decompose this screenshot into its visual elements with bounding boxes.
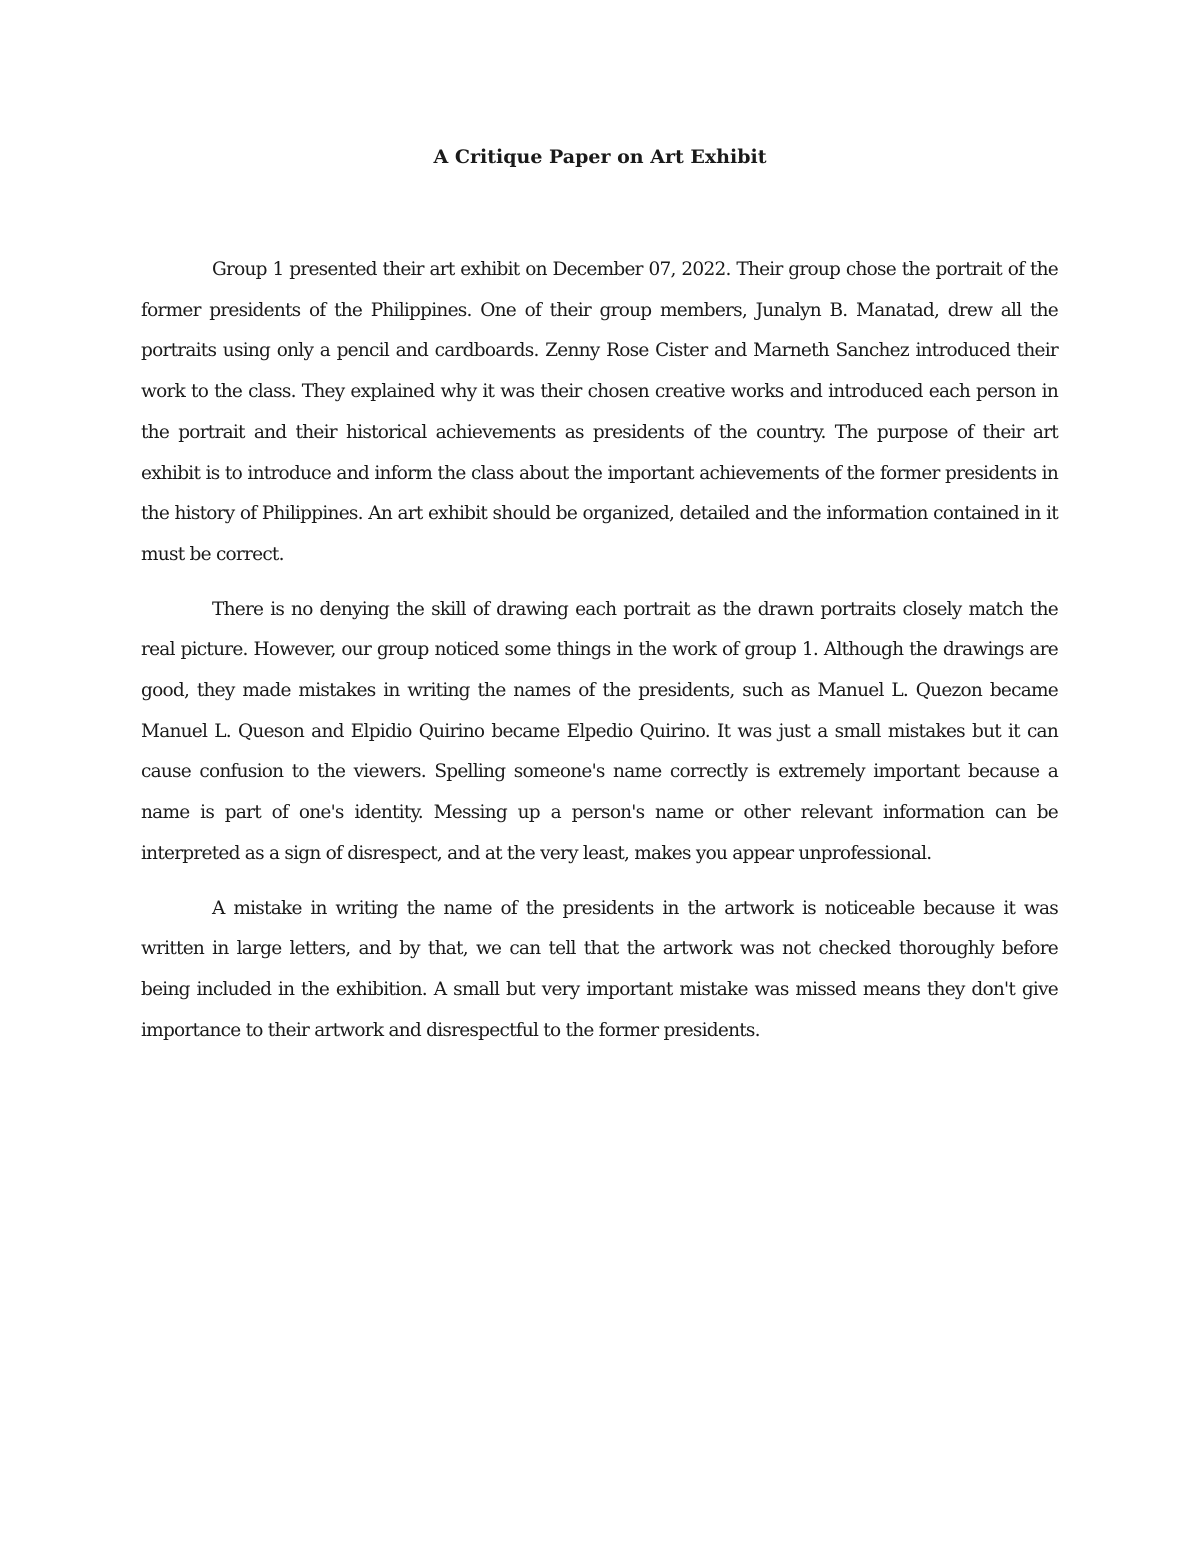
document-title: A Critique Paper on Art Exhibit xyxy=(433,146,767,168)
paragraph-2: There is no denying the skill of drawing each portrait as the drawn portraits closely match the real picture. However, our group noticed some things in the work of group 1. Although the drawings are good, they made mistakes in writing the names of the presidents, such as Manuel L. Quezon became Manuel L. Queson and Elpidio Quirino became Elpedio Quirino. It was just a small mistakes but it can cause confusion to the viewers. Spelling someone's name correctly is extremely important because a name is part of one's identity. Messing up a person's name or other relevant information can be interpreted as a sign of disrespect, and at the very least, makes you appear unprofessional. xyxy=(141,598,1058,864)
paragraph-1: Group 1 presented their art exhibit on December 07, 2022. Their group chose the portrait of the former presidents of the Philippines. One of their group members, Junalyn B. Manatad, drew all the portraits using only a pencil and cardboards. Zenny Rose Cister and Marneth Sanchez introduced their work to the class. They explained why it was their chosen creative works and introduced each person in the portrait and their historical achievements as presidents of the country. The purpose of their art exhibit is to introduce and inform the class about the important achievements of the former presidents in the history of Philippines. An art exhibit should be organized, detailed and the information contained in it must be correct. xyxy=(141,259,1058,565)
document-body xyxy=(141,250,1058,1065)
paragraph-3: A mistake in writing the name of the presidents in the artwork is noticeable because it was written in large letters, and by that, we can tell that the artwork was not checked thoroughly before being included in the exhibition. A small but very important mistake was missed means they don't give importance to their artwork and disrespectful to the former presidents. xyxy=(141,897,1058,1041)
